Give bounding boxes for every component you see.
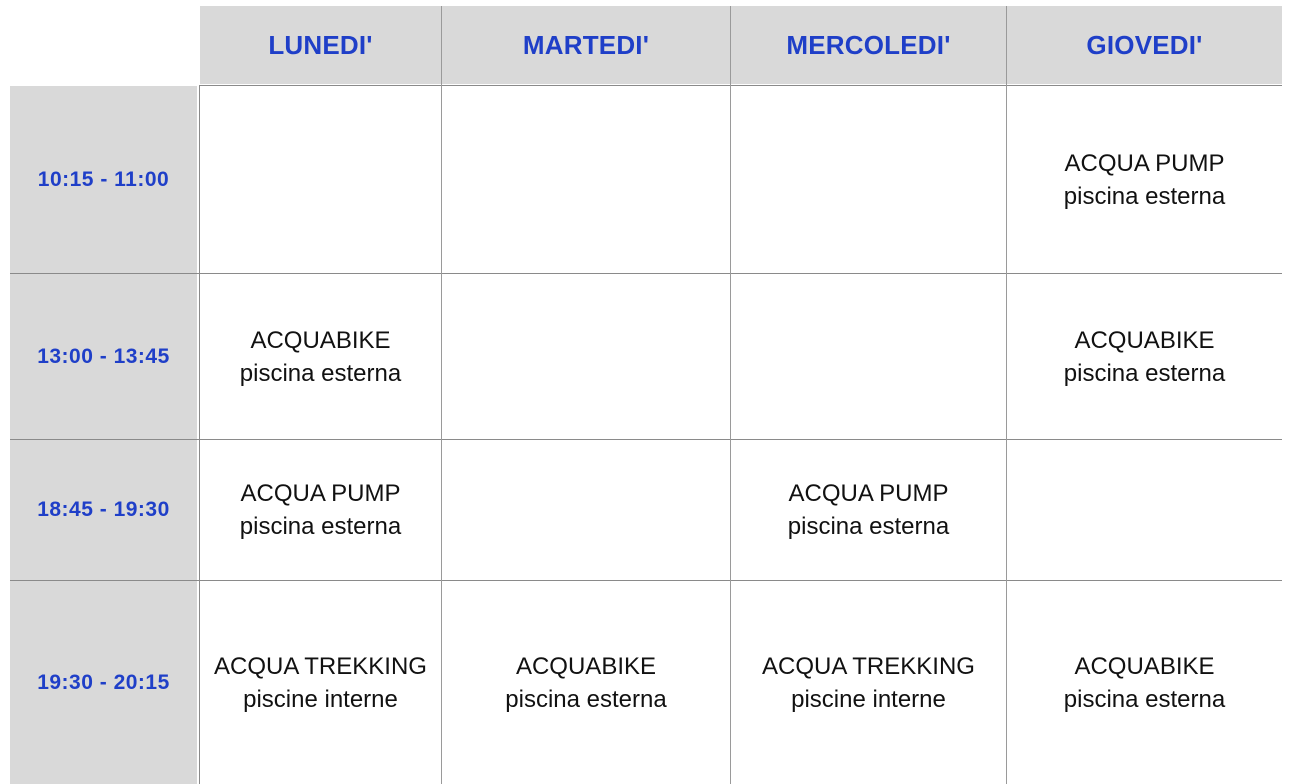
schedule-cell-monday-slot-4 (200, 581, 441, 784)
day-header-wednesday: MERCOLEDI' (731, 6, 1006, 84)
schedule-cell-wednesday-slot-1 (731, 86, 1006, 273)
activity-location: piscina esterna (239, 513, 402, 540)
schedule-cell-tuesday-slot-1 (442, 86, 730, 273)
schedule-cell-wednesday-slot-4 (731, 581, 1006, 784)
activity-location: piscine interne (243, 685, 398, 713)
schedule-cell-wednesday-slot-3 (731, 440, 1006, 580)
activity-location: piscina esterna (1063, 685, 1226, 713)
schedule-cell-thursday-slot-4 (1007, 581, 1282, 784)
day-header-tuesday: MARTEDI' (442, 6, 730, 84)
activity-location: piscina esterna (505, 685, 667, 713)
time-slot-2: 13:00 - 13:45 (10, 274, 197, 439)
day-header-monday: LUNEDI' (200, 6, 441, 84)
schedule-cell-monday-slot-1 (200, 86, 441, 273)
activity-name: ACQUA PUMP (788, 480, 949, 507)
schedule-cell-thursday-slot-3 (1007, 440, 1282, 580)
time-slot-3: 18:45 - 19:30 (10, 440, 197, 580)
activity-location: piscina esterna (1063, 182, 1226, 210)
schedule-cell-tuesday-slot-4 (442, 581, 730, 784)
activity-name: ACQUABIKE (250, 326, 391, 354)
day-header-thursday: GIOVEDI' (1007, 6, 1282, 84)
activity-name: ACQUA TREKKING (762, 652, 975, 680)
activity-location: piscine interne (791, 685, 946, 713)
activity-name: ACQUA PUMP (240, 480, 401, 507)
activity-name: ACQUABIKE (1074, 326, 1215, 354)
time-slot-1: 10:15 - 11:00 (10, 86, 197, 273)
activity-name: ACQUA PUMP (1064, 149, 1225, 177)
activity-location: piscina esterna (239, 359, 402, 387)
schedule-cell-thursday-slot-2 (1007, 274, 1282, 439)
schedule-cell-monday-slot-3 (200, 440, 441, 580)
time-slot-4: 19:30 - 20:15 (10, 581, 197, 784)
activity-name: ACQUABIKE (515, 652, 657, 680)
schedule-cell-thursday-slot-1 (1007, 86, 1282, 273)
activity-location: piscina esterna (787, 513, 950, 540)
schedule-cell-wednesday-slot-2 (731, 274, 1006, 439)
activity-name: ACQUA TREKKING (214, 652, 427, 680)
activity-name: ACQUABIKE (1074, 652, 1215, 680)
schedule-cell-monday-slot-2 (200, 274, 441, 439)
schedule-cell-tuesday-slot-2 (442, 274, 730, 439)
activity-location: piscina esterna (1063, 359, 1226, 387)
schedule-cell-tuesday-slot-3 (442, 440, 730, 580)
